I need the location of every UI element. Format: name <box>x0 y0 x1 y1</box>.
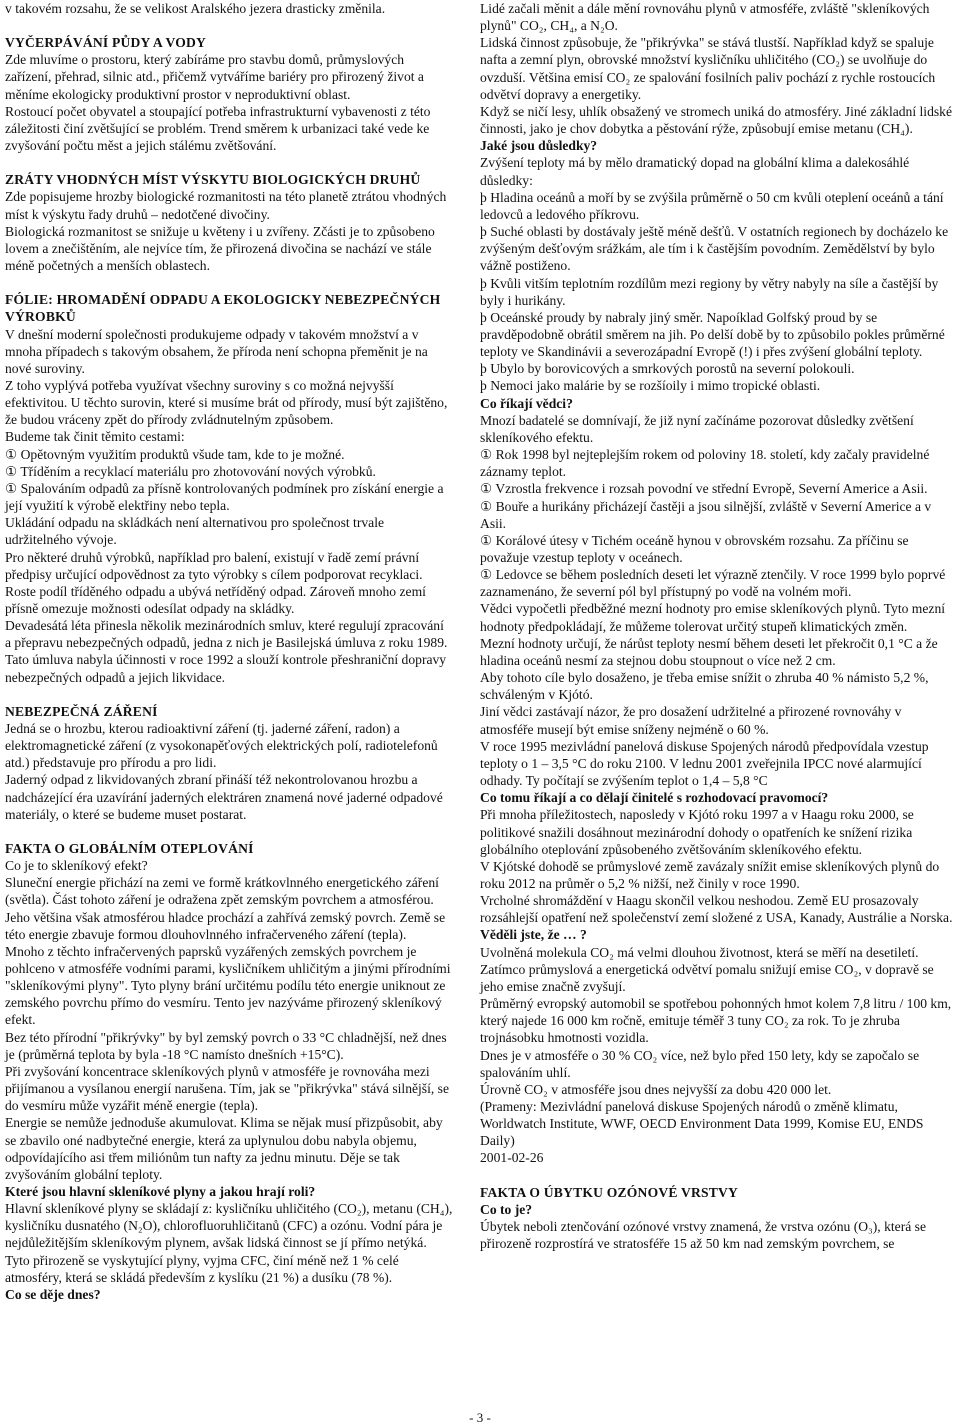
paragraph: Jiní vědci zastávají názor, že pro dosažení udržitelné a přirozené rovnováhy v atmosféře musejí být emise sníženy nejméně o 60 %. <box>480 704 902 737</box>
subheading: Věděli jste, že … ? <box>480 927 587 943</box>
paragraph: Když se ničí lesy, uhlík obsažený ve stromech uniká do atmosféry. Jiné základní lidské činnosti, jako je chov dobytka a pěstování rýže, způsobují emise metanu (CH₄). <box>480 103 953 137</box>
paragraph: Úbytek neboli ztenčování ozónové vrstvy znamená, že vrstva ozónu (O₃), která se přirozeně rozprostírá ve stratosféře 15 až 50 km nad zemským povrchem, se <box>480 1218 926 1252</box>
paragraph: Vrcholné shromáždění v Haagu skončil velkou neshodou. Země EU prosazovaly rozsáhlejší opatření než společenství zemí složené z USA, Kanady, Austrálie a Norska. <box>480 893 953 926</box>
paragraph: Uvolněná molekula CO₂ má velmi dlouhou životnost, která se měří na desetiletí. <box>480 944 919 960</box>
paragraph: Při mnoha příležitostech, naposledy v Kjótó roku 1997 a v Haagu roku 2000, se politikové snažili dosáhnout mezinárodní dohody o opatřeních ke snížení rizika globálního oteplování způsobeného zvětšováním skleníkového efektu. <box>480 807 914 857</box>
paragraph: þ Suché oblasti by dostávaly ještě méně dešťů. V ostatních regionech by docházelo ke zvýšeným dešťovým srážkám, ale tím i k častějším povodním. Zemědělství by bylo vážně postiženo. <box>480 224 949 274</box>
subheading: Co říkají vědci? <box>480 395 573 411</box>
section-heading: FÓLIE: HROMADĚNÍ ODPADU A EKOLOGICKY NEBEZPEČNÝCH VÝROBKŮ <box>5 292 441 325</box>
paragraph: Biologická rozmanitost se snižuje u květeny i u zvířeny. Zčásti je to způsobeno lovem a znečištěním, ale nejvíce tím, že přirozená divočina se nachází ve stále méně početných a menších oblastech. <box>5 223 435 274</box>
paragraph: Zatímco průmyslová a energetická odvětví pomalu snižují emise CO₂, v dopravě se jeho emise značně zvyšují. <box>480 961 934 994</box>
paragraph: ① Korálové útesy v Tichém oceáně hynou v obrovském rozsahu. Za příčinu se považuje vzestup teploty v oceánech. <box>480 532 909 565</box>
paragraph: þ Nemoci jako malárie by se rozšíoily i mimo tropické oblasti. <box>480 378 821 394</box>
paragraph: Průměrný evropský automobil se spotřebou pohonných hmot kolem 7,8 litru / 100 km, který najede 16 000 km ročně, emituje téměř 3 tuny CO₂ za rok. To je zhruba trojnásobku hmotnosti vozidla. <box>480 996 952 1046</box>
paragraph: Aby tohoto cíle bylo dosaženo, je třeba emise snížit o zhruba 40 % námisto 5,2 %, schváleným v Kjótó. <box>480 670 929 703</box>
paragraph: Úrovně CO₂ v atmosféře jsou dnes nejvyšší za dobu 420 000 let. <box>480 1081 832 1097</box>
paragraph: Mnoho z těchto infračervených paprsků vyzářených zemských povrchem je pohlceno v atmosféře vodními parami, kysličníkem uhličitým a jinými přírodními "skleníkovými plyny". Tyto plyny brání určitému podílu této energie uniknout ze zemského povrchu přímo do vesmíru. Tento jev nazýváme přirozený skleníkový efekt. <box>5 943 451 1028</box>
page-number: - 3 - <box>469 1410 491 1425</box>
paragraph: Z toho vyplývá potřeba využívat všechny suroviny s co možná nejvyšší efektivitou. U těchto surovin, které si musíme brát od přírody, musí být zajištěno, že budou vráceny zpět do přírody zvládnutelným způsobem. <box>5 377 448 428</box>
paragraph: þ Hladina oceánů a moří by se zvýšila průměrně o 50 cm kvůli oteplení oceánů a tání ledovců a ledového příkrovu. <box>480 189 944 222</box>
subheading: Co se děje dnes? <box>5 1286 101 1302</box>
paragraph: Pro některé druhů výrobků, například pro balení, existují v řadě zemí právní předpisy určující odpovědnost za tyto výrobky s cílem podporovat recyklaci. Roste podíl tříděného odpadu a ubývá netříděný odpad. Zároveň mnoho zemí přísně omezuje možnosti odesílat odpady na skládky. <box>5 549 426 616</box>
paragraph: ① Rok 1998 byl nejteplejším rokem od poloviny 18. století, kdy začaly pravidelné záznamy teplot. <box>480 447 930 480</box>
paragraph: Lidská činnost způsobuje, že "přikrývka" se stává tlustší. Například když se spaluje nafta a zemní plyn, obrovské množství kysličníku uhličitého (CO₂) se uvolňuje do ovzduší. Většina emisí CO₂ ze spalování fosilních paliv pochází z rychle rostoucích odvětví dopravy a energetiky. <box>480 35 936 102</box>
paragraph: þ Ubylo by borovicových a smrkových porostů na severní polokouli. <box>480 361 855 377</box>
paragraph: V dnešní moderní společnosti produkujeme odpady v takovém množství a v mnoha případech s takovým obsahem, že příroda není schopna přeměnit je na nové suroviny. <box>5 326 428 376</box>
paragraph: (Prameny: Mezivládní panelová diskuse Spojených národů o změně klimatu, Worldwatch Institute, WWF, OECD Environment Data 1999, Komise EU, ENDS Daily) <box>480 1099 924 1149</box>
paragraph: Zde mluvíme o prostoru, který zabíráme pro stavbu domů, průmyslových zařízení, přehrad, silnic atd., přičemž vytváříme bariéry pro přirozený život a měníme ekologicky produktivní prostor v neproduktivní oblast. <box>5 52 424 102</box>
subheading: Které jsou hlavní skleníkové plyny a jakou hrají roli? <box>5 1184 316 1199</box>
paragraph: Co je to skleníkový efekt? <box>5 858 148 874</box>
left-column <box>5 0 453 1303</box>
paragraph: Při zvyšování koncentrace skleníkových plynů v atmosféře je rovnováha mezi přijímanou a vysílanou energií narušena. Tím, jak se "přikrývka" stává silnější, se do vesmíru může vyzářit méně energie (tepla). <box>5 1063 449 1114</box>
paragraph: Zvýšení teploty má by mělo dramatický dopad na globální klima a dalekosáhlé důsledky: <box>480 155 910 188</box>
paragraph: ① Ledovce se během posledních deseti let výrazně ztenčily. V roce 1999 bylo poprvé zaznamenáno, že severní pól byl přístupný po vodě na volném moři. <box>480 567 946 600</box>
paragraph: V roce 1995 mezivládní panelová diskuse Spojených národů předpovídala vzestup teploty o 1 – 3,5 °C do roku 2100. V lednu 2001 zveřejnila IPCC nové alarmující odhady. Ty počítají se zvýšením teplot o 1,4 – 5,8 °C <box>480 738 929 789</box>
right-column <box>480 0 954 1252</box>
paragraph: þ Kvůli vitším teplotním rozdílům mezi regiony by větry nabyly na síle a častější by byly i hurikány. <box>480 275 939 308</box>
paragraph: Energie se nemůže jednoduše akumulovat. Klima se nějak musí přizpůsobit, aby se zbavilo oné nadbytečné energie, která za uplynulou dobu nabyla objemu, odpovídajícího asi třem miliónům tun nafty za jednu minutu. Děje se tak zvyšováním globální teploty. <box>5 1115 443 1182</box>
subheading: Jaké jsou důsledky? <box>480 138 598 154</box>
paragraph: Vědci vypočetli předběžné mezní hodnoty pro emise skleníkových plynů. Tyto mezní hodnoty předpokládají, že můžeme tolerovat určitý stupeň klimatických změn. <box>480 601 946 634</box>
section-heading: ZRÁTY VHODNÝCH MÍST VÝSKYTU BIOLOGICKÝCH DRUHŮ <box>5 172 421 188</box>
paragraph: Bez této přírodní "přikrývky" by byl zemský povrch o 33 °C chladnější, než dnes je (průměrná teplota by byla -18 °C namísto dnešních +15°C). <box>5 1029 447 1062</box>
section-heading: FAKTA O ÚBYTKU OZÓNOVÉ VRSTVY <box>480 1184 739 1200</box>
paragraph: Tyto přirozeně se vyskytující plyny, vyjma CFC, činí méně než 1 % celé atmosféry, která se skládá především z kyslíku (21 %) a dusíku (78 %). <box>5 1252 399 1285</box>
paragraph: Budeme tak činit těmito cestami: <box>5 429 185 445</box>
section-heading: NEBEZPEČNÁ ZÁŘENÍ <box>5 703 158 719</box>
paragraph: ① Vzrostla frekvence i rozsah povodní ve střední Evropě, Severní Americe a Asii. <box>480 481 928 497</box>
paragraph: ① Opětovným využitím produktů všude tam, kde to je možné. <box>5 446 345 462</box>
subheading: Co to je? <box>480 1201 533 1217</box>
paragraph: ① Tříděním a recyklací materiálu pro zhotovování nových výrobků. <box>5 463 376 479</box>
paragraph: Mezní hodnoty určují, že nárůst teploty nesmí během deseti let překročit 0,1 °C a že hladina oceánů nesmí za stejnou dobu stoupnout o více než 2 cm. <box>480 635 938 668</box>
paragraph: Ukládání odpadu na skládkách není alternativou pro společnost trvale udržitelného vývoje. <box>5 515 384 548</box>
paragraph: Hlavní skleníkové plyny se skládají z: kysličníku uhličitého (CO₂), metanu (CH₄), kysličníku dusnatého (N₂O), chlorofluoruhličitanů (CFC) a ozónu. Vodní pára je nejdůležitějším skleníkovým plynem, avšak lidská činnost se jí přímo netýká. <box>5 1201 453 1251</box>
paragraph: Lidé začali měnit a dále mění rovnováhu plynů v atmosféře, zvláště "skleníkových plynů" CO₂, CH₄, a N₂O. <box>480 1 930 34</box>
paragraph: Jedná se o hrozbu, kterou radioaktivní záření (tj. jaderné záření, radon) a elektromagnetické záření (z vysokonapěťových elektrických polí, radiotelefonů atd.) představuje pro přírodu a pro lidi. <box>5 720 438 771</box>
paragraph: Mnozí badatelé se domnívají, že již nyní začínáme pozorovat důsledky zvětšení skleníkového efektu. <box>480 412 914 445</box>
paragraph: ① Bouře a hurikány přicházejí častěji a jsou silnější, zvláště v Severní Americe a v Asii. <box>480 498 932 531</box>
paragraph: Dnes je v atmosféře o 30 % CO₂ více, než bylo před 150 lety, kdy se započalo se spalováním uhlí. <box>480 1047 920 1080</box>
paragraph: ① Spalováním odpadů za přísně kontrolovaných podmínek pro získání energie a její využití k výrobě elektřiny nebo tepla. <box>5 480 444 514</box>
paragraph: Rostoucí počet obyvatel a stoupající potřeba infrastrukturní vybavenosti z této záležitosti činí zvětšující se problém. Trend směrem k urbanizaci také vede ke zvyšování počtu měst a jejich stálému zvětšování. <box>5 103 431 154</box>
subheading: Co tomu říkají a co dělají činitelé s rozhodovací pravomocí? <box>480 790 829 806</box>
section-heading: VYČERPÁVÁNÍ PŮDY A VODY <box>5 35 207 51</box>
paragraph: Devadesátá léta přinesla několik mezinárodních smluv, které regulují zpracování a přepravu nebezpečných odpadů, jedna z nich je Basilejská úmluva z roku 1989. Tato úmluva nabyla účinnosti v roce 1992 a slouží kontrole přeshraniční dopravy nebezpečných odpadů a jejich likvidace. <box>5 618 448 685</box>
paragraph: V Kjótské dohodě se průmyslové země zavázaly snížit emise skleníkových plynů do roku 2012 na průměr o 5,2 % nižší, než činily v roce 1990. <box>480 858 940 891</box>
section-heading: FAKTA O GLOBÁLNÍM OTEPLOVÁNÍ <box>5 840 254 856</box>
paragraph: Zde popisujeme hrozby biologické rozmanitosti na této planetě ztrátou vhodných míst k výskytu řady druhů – nedotčené divočiny. <box>5 189 447 222</box>
paragraph: 2001-02-26 <box>480 1150 544 1166</box>
paragraph: Jaderný odpad z likvidovaných zbraní přináší též nekontrolovanou hrozbu a nadcházející éra uzavírání jaderných elektráren znamená nové jaderné odpadové materiály, o které se budeme muset postarat. <box>5 772 443 822</box>
paragraph: v takovém rozsahu, že se velikost Aralského jezera drasticky změnila. <box>5 1 386 16</box>
paragraph: þ Oceánské proudy by nabraly jiný směr. Napoíklad Golfský proud by se pravděpodobně obrátil směrem na jih. Po delší době by to způsobilo pokles průměrné teploty ve Skandinávii a severozápadní Evropě (!) i přes zvýšení globální teploty. <box>480 309 945 360</box>
paragraph: Sluneční energie přichází na zemi ve formě krátkovlnného energetického záření (světla). Část tohoto záření je odražena zpět zemským povrchem a atmosférou. Jeho většina však atmosférou hladce prochází a zahřívá zemský povrch. Země se této energie zbavuje formou dlouhovlnného infračerveného záření (tepla). <box>5 875 446 942</box>
